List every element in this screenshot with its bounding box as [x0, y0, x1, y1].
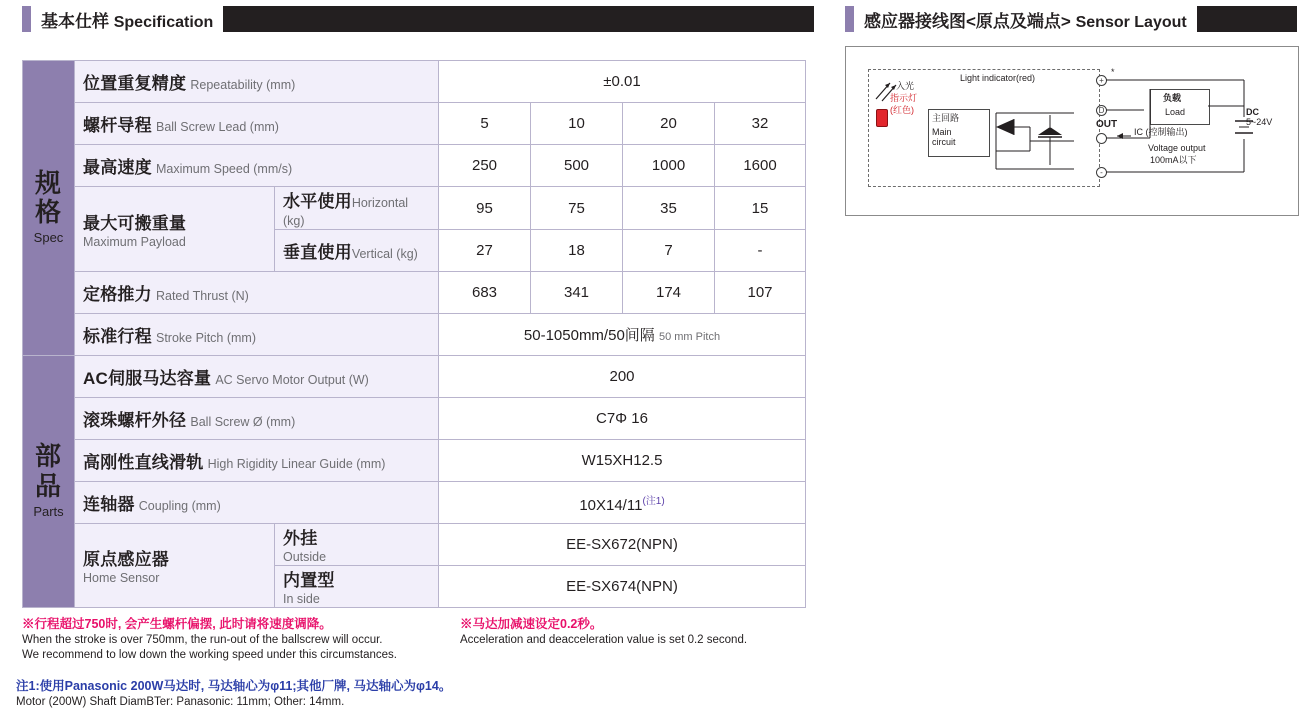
table-row	[23, 356, 806, 398]
coupling-footnote-ref: (注1)	[642, 495, 665, 507]
transistor-diode-schematic-icon	[988, 107, 1096, 187]
coupling-value: 10X14/11	[579, 496, 643, 514]
row-value-sensor-inside: EE-SX674(NPN)	[439, 566, 806, 608]
footnote-motor-shaft-en: Motor (200W) Shaft DiamBTer: Panasonic: 11mm; Other: 14mm.	[16, 695, 345, 708]
row-label-servo-output	[75, 356, 439, 398]
row-label-rated-thrust	[75, 272, 439, 314]
row-label-stroke-pitch	[75, 314, 439, 356]
row-label-ball-screw-lead-cn: 螺杆导程	[83, 116, 152, 135]
row-label-servo-output-cn: AC伺服马达容量	[83, 369, 212, 388]
footnote-stroke-warning-en2: We recommend to low down the working speed under this circumstances.	[22, 649, 397, 662]
row-value-sensor-outside: EE-SX672(NPN)	[439, 524, 806, 566]
voltage-output-label-cn-text: 100mA以下	[1150, 155, 1197, 165]
row-label-linear-guide-en: High Rigidity Linear Guide (mm)	[207, 457, 386, 471]
cell-lead-4: 32	[715, 103, 806, 145]
row-label-linear-guide-cn: 高刚性直线滑轨	[83, 453, 204, 472]
row-label-home-sensor-cn: 原点感应器	[83, 550, 169, 570]
load-label-en-text: Load	[1165, 107, 1186, 117]
table-row	[23, 440, 806, 482]
sensor-diagram-canvas	[868, 55, 1276, 203]
sensor-header-title-en: Sensor Layout	[1075, 13, 1187, 31]
spec-section-header	[22, 6, 814, 32]
side-label-parts	[23, 356, 75, 608]
sensor-layout-diagram	[845, 46, 1299, 216]
light-label-cn-text: 入光	[896, 81, 915, 91]
row-label-ball-screw-dia	[75, 398, 439, 440]
cell-lead-1: 5	[439, 103, 531, 145]
cell-thrust-2: 341	[531, 272, 623, 314]
main-circuit-label-en2	[932, 137, 956, 147]
row-sublabel-inside-cn: 内置型	[283, 571, 335, 591]
footnote-acceleration	[460, 616, 860, 648]
table-row	[23, 272, 806, 314]
ic-label-text: IC (控制输出)	[1134, 127, 1188, 137]
light-indicator-label-en	[960, 73, 1035, 83]
terminal-minus-text: -	[1100, 168, 1103, 177]
row-label-ball-screw-dia-cn: 滚珠螺杆外径	[83, 411, 187, 430]
row-label-coupling-cn: 连轴器	[83, 495, 135, 514]
main-circuit-label-en1-text: Main	[932, 127, 952, 137]
cell-lead-2: 10	[531, 103, 623, 145]
voltage-output-label-en-text: Voltage output	[1148, 143, 1206, 153]
table-row	[23, 187, 806, 230]
cell-vertical-4: -	[715, 230, 806, 272]
row-label-ball-screw-lead-en: Ball Screw Lead (mm)	[155, 120, 279, 134]
side-label-spec-cn: 规格	[34, 167, 62, 228]
row-label-home-sensor-en: Home Sensor	[83, 571, 160, 586]
spec-header-title	[41, 7, 223, 32]
table-row	[23, 524, 806, 566]
row-label-max-speed	[75, 145, 439, 187]
asterisk-marker-text: *	[1111, 67, 1115, 77]
table-row	[23, 398, 806, 440]
spec-header-title-en: Specification	[113, 13, 214, 31]
row-value-ball-screw-dia: C7Φ 16	[439, 398, 806, 440]
cell-horizontal-3: 35	[623, 187, 715, 230]
light-indicator-label-en-text: Light indicator(red)	[960, 73, 1036, 83]
table-row	[23, 314, 806, 356]
row-sublabel-vertical	[275, 230, 439, 272]
row-sublabel-outside-en: Outside	[283, 550, 327, 565]
row-label-max-speed-cn: 最高速度	[83, 158, 152, 177]
cell-thrust-4: 107	[715, 272, 806, 314]
row-label-max-payload-en: Maximum Payload	[83, 234, 186, 249]
out-label-text: OUT	[1096, 119, 1118, 130]
footnote-motor-shaft-cn: 注1:使用Panasonic 200W马达时, 马达轴心为φ11;其他厂牌, 马达轴心为φ14。	[16, 679, 452, 693]
footnote-stroke-warning-cn: ※行程超过750时, 会产生螺杆偏摆, 此时请将速度调降。	[22, 617, 332, 631]
row-label-repeatability	[75, 61, 439, 103]
side-label-parts-en: Parts	[33, 503, 64, 519]
row-label-rated-thrust-en: Rated Thrust (N)	[155, 289, 249, 303]
row-sublabel-horizontal-cn: 水平使用	[283, 192, 352, 211]
cell-horizontal-1: 95	[439, 187, 531, 230]
row-label-stroke-pitch-en: Stroke Pitch (mm)	[155, 331, 256, 345]
spec-header-title-cn: 基本仕样	[41, 11, 109, 31]
row-sublabel-outside-cn: 外挂	[283, 529, 318, 549]
light-indicator-label-cn3	[890, 105, 914, 115]
side-label-parts-cn: 部品	[34, 441, 62, 501]
terminal-plus-text: +	[1099, 76, 1104, 85]
cell-speed-2: 500	[531, 145, 623, 187]
sensor-header-accent-bar	[845, 6, 854, 32]
dc-label-text: DC	[1246, 107, 1259, 117]
row-value-stroke-pitch	[439, 314, 806, 356]
light-indicator-label-cn2	[890, 93, 917, 103]
row-label-home-sensor	[75, 524, 275, 608]
row-label-coupling	[75, 482, 439, 524]
row-sublabel-horizontal-en: Horizontal (kg)	[283, 196, 409, 228]
spec-header-rule	[223, 6, 814, 32]
row-label-ball-screw-lead	[75, 103, 439, 145]
table-row	[23, 103, 806, 145]
row-sublabel-inside-en: In side	[283, 592, 320, 607]
row-label-repeatability-cn: 位置重复精度	[83, 74, 187, 93]
sensor-header-rule	[1197, 6, 1297, 32]
row-label-rated-thrust-cn: 定格推力	[83, 285, 152, 304]
footnote-stroke-warning-en1: When the stroke is over 750mm, the run-out of the ballscrew will occur.	[22, 633, 383, 646]
cell-lead-3: 20	[623, 103, 715, 145]
main-circuit-label-cn	[932, 113, 959, 123]
cell-vertical-1: 27	[439, 230, 531, 272]
row-label-max-payload	[75, 187, 275, 272]
table-row	[23, 482, 806, 524]
side-label-spec-en: Spec	[33, 230, 64, 246]
row-sublabel-vertical-cn: 垂直使用	[283, 243, 352, 262]
row-sublabel-outside	[275, 524, 439, 566]
main-circuit-label-cn-text: 主回路	[932, 113, 960, 123]
row-value-coupling	[439, 482, 806, 524]
row-label-coupling-en: Coupling (mm)	[138, 499, 221, 513]
row-value-servo-output: 200	[439, 356, 806, 398]
row-label-ball-screw-dia-en: Ball Screw Ø (mm)	[190, 415, 296, 429]
cell-horizontal-2: 75	[531, 187, 623, 230]
cell-speed-4: 1600	[715, 145, 806, 187]
sensor-header-title	[864, 7, 1197, 32]
main-circuit-label-en1	[932, 127, 952, 137]
light-label-cn	[896, 81, 914, 91]
footnote-motor-shaft	[16, 678, 616, 710]
dc-range-label-text: 5~24V	[1246, 117, 1273, 127]
row-label-linear-guide	[75, 440, 439, 482]
row-sublabel-inside	[275, 566, 439, 608]
specification-table	[22, 60, 806, 608]
table-row	[23, 145, 806, 187]
footnote-acceleration-cn: ※马达加减速设定0.2秒。	[460, 617, 603, 631]
cell-vertical-2: 18	[531, 230, 623, 272]
side-label-spec	[23, 61, 75, 356]
wiring-lines	[1104, 69, 1264, 189]
row-sublabel-horizontal	[275, 187, 439, 230]
row-label-max-speed-en: Maximum Speed (mm/s)	[155, 162, 293, 176]
cell-speed-3: 1000	[623, 145, 715, 187]
row-label-stroke-pitch-cn: 标准行程	[83, 327, 152, 346]
sensor-section-header	[845, 6, 1297, 32]
row-value-repeatability: ±0.01	[439, 61, 806, 103]
row-sublabel-vertical-en: Vertical (kg)	[351, 247, 418, 261]
main-circuit-label-en2-text: circuit	[932, 137, 956, 147]
cell-thrust-1: 683	[439, 272, 531, 314]
cell-speed-1: 250	[439, 145, 531, 187]
led-indicator-icon	[876, 109, 888, 127]
stroke-pitch-note: 50 mm Pitch	[658, 331, 721, 343]
light-indicator-label-cn2-text: 指示灯	[890, 93, 918, 103]
load-label-cn-text: 负载	[1163, 93, 1182, 103]
cell-horizontal-4: 15	[715, 187, 806, 230]
row-label-max-payload-cn: 最大可搬重量	[83, 213, 187, 233]
footnote-stroke-warning	[22, 616, 452, 664]
terminal-d-text: D	[1098, 106, 1105, 115]
light-indicator-label-cn3-text: (红色)	[890, 105, 914, 115]
stroke-pitch-value: 50-1050mm/50间隔	[523, 327, 655, 344]
spec-header-accent-bar	[22, 6, 31, 32]
row-value-linear-guide: W15XH12.5	[439, 440, 806, 482]
sensor-header-title-cn: 感应器接线图<原点及端点>	[864, 11, 1071, 31]
cell-thrust-3: 174	[623, 272, 715, 314]
row-label-servo-output-en: AC Servo Motor Output (W)	[215, 373, 369, 387]
row-label-repeatability-en: Repeatability (mm)	[190, 78, 296, 92]
table-row	[23, 61, 806, 103]
cell-vertical-3: 7	[623, 230, 715, 272]
footnote-acceleration-en: Acceleration and deacceleration value is set 0.2 second.	[460, 633, 748, 646]
